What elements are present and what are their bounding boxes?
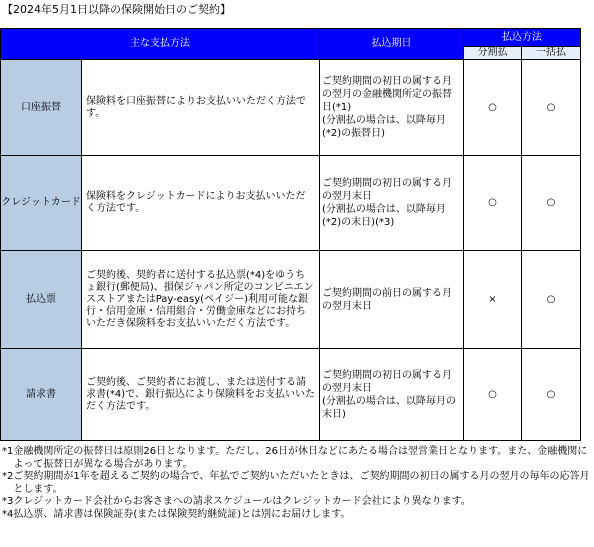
row-description: 保険料を口座振替によりお支払いいただく方法です。 <box>82 60 320 156</box>
footnote <box>2 446 592 471</box>
row-lump-sum-mark: ○ <box>522 349 581 441</box>
row-installment-mark: × <box>464 251 522 349</box>
row-due-date: ご契約期間の初日の属する月の翌月末日 (分割払の場合は、以降毎月の末日) <box>320 349 464 441</box>
footnote <box>2 471 592 496</box>
footnote-key: *4 <box>2 508 14 520</box>
header-method: 主な支払方法 <box>1 29 320 60</box>
row-installment-mark: ○ <box>464 60 522 156</box>
payment-methods-table <box>0 28 581 441</box>
row-method-label: クレジットカード <box>1 156 82 251</box>
row-description: ご契約後、ご契約者にお渡し、または送付する請求書(*4)で、銀行振込により保険料をお支払いいただく方法です。 <box>82 349 320 441</box>
row-due-date: ご契約期間の前日の属する月の翌月末日 <box>320 251 464 349</box>
row-description: 保険料をクレジットカードによりお支払いいただく方法です。 <box>82 156 320 251</box>
footnote-text: 金融機関所定の振替日は原則26日となります。ただし、26日が休日などにあたる場合は翌営業日となります。また、金融機関によって振替日が異なる場合があります。 <box>13 446 588 470</box>
row-description: ご契約後、契約者に送付する払込票(*4)をゆうちょ銀行(郵便局)、損保ジャパン所定のコンビニエンスストアまたはPay-easy(ペイジー)利用可能な銀行・信用金庫・信用組合・労働金庫などにお持ちいただき保険料をお支払いいただく方法です。 <box>82 251 320 349</box>
page-title: 【2024年5月1日以降の保険開始日のご契約】 <box>2 3 231 16</box>
footnote-text: クレジットカード会社からお客さまへの請求スケジュールはクレジットカード会社により異なります。 <box>13 496 471 507</box>
row-due-date: ご契約期間の初日の属する月の翌月の金融機関所定の振替日(*1) (分割払の場合は、以降毎月(*2)の振替日) <box>320 60 464 156</box>
row-installment-mark: ○ <box>464 349 522 441</box>
table-row <box>1 251 581 349</box>
footnote-key: *1 <box>2 446 14 457</box>
table-row <box>1 349 581 441</box>
header-installment: 分割払 <box>464 47 522 60</box>
footnote-key: *3 <box>2 496 14 507</box>
row-due-date: ご契約期間の初日の属する月の翌月末日 (分割払の場合は、以降毎月(*2)の末日)(*3) <box>320 156 464 251</box>
row-method-label: 払込票 <box>1 251 82 349</box>
footnotes <box>2 446 592 521</box>
footnote-key: *2 <box>2 471 14 482</box>
row-method-label: 請求書 <box>1 349 82 441</box>
row-installment-mark: ○ <box>464 156 522 251</box>
table-row <box>1 60 581 156</box>
header-payment-method: 払込方法 <box>464 29 581 47</box>
row-lump-sum-mark: ○ <box>522 60 581 156</box>
row-lump-sum-mark: ○ <box>522 156 581 251</box>
row-lump-sum-mark: ○ <box>522 251 581 349</box>
table-row <box>1 156 581 251</box>
footnote <box>2 496 592 509</box>
header-due-date: 払込期日 <box>320 29 464 60</box>
header-lump-sum: 一括払 <box>522 47 581 60</box>
footnote-text: 払込票、請求書は保険証券(または保険契約継続証)とは別にお届けします。 <box>13 508 351 520</box>
footnote <box>2 509 592 522</box>
footnote-text: ご契約期間が1年を超えるご契約の場合で、年払でご契約いただいたときは、ご契約期間の初日の属する月の翌月の毎年の応答月とします。 <box>13 471 590 495</box>
row-method-label: 口座振替 <box>1 60 82 156</box>
